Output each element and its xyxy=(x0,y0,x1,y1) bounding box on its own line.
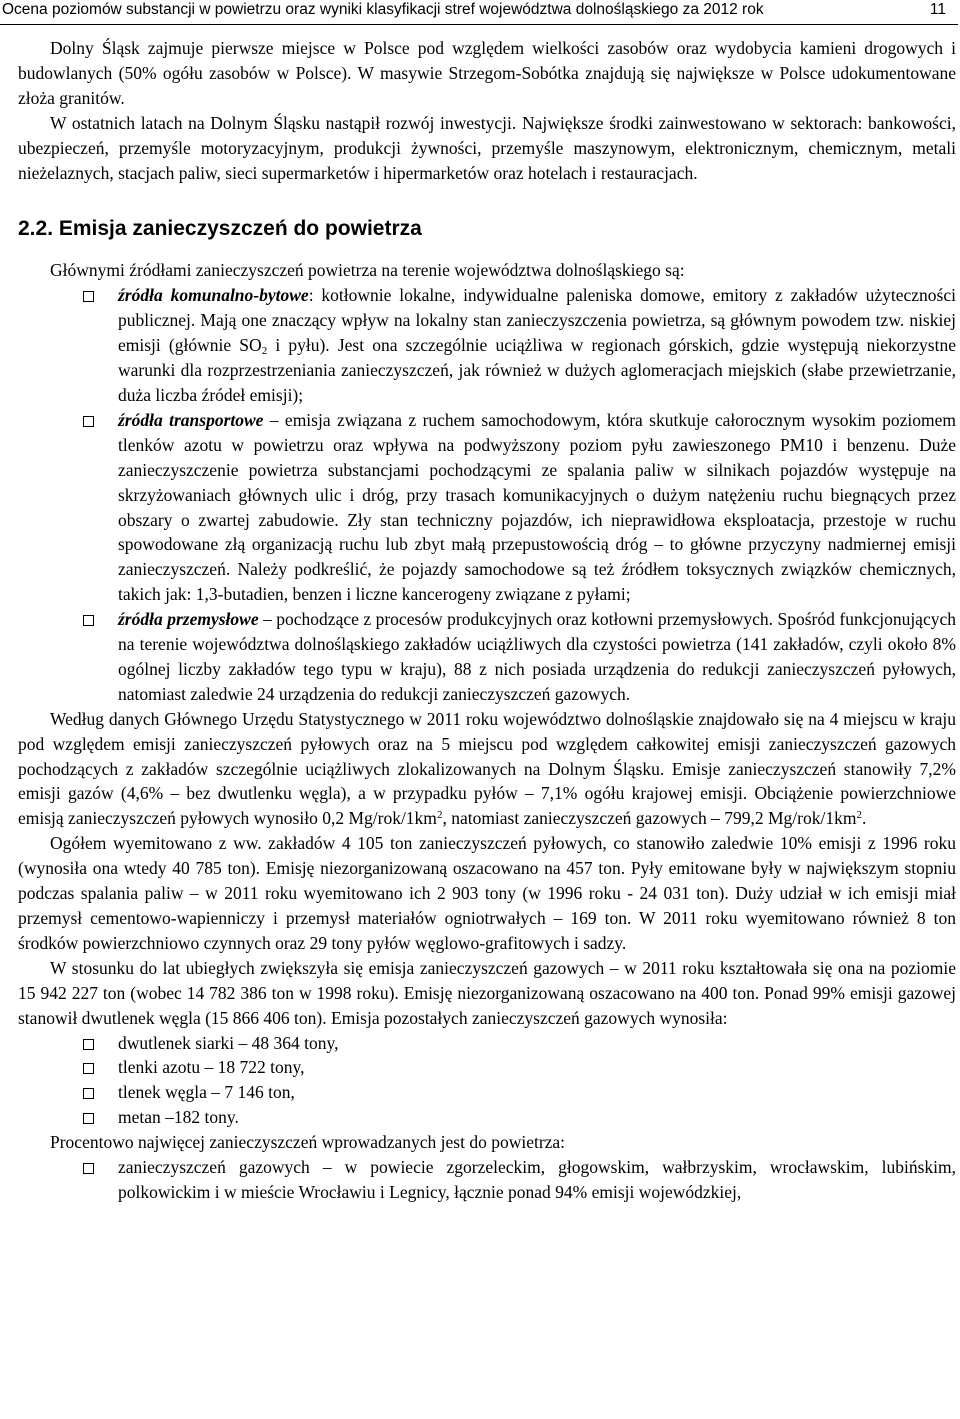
sources-lead: Głównymi źródłami zanieczyszczeń powietrza na terenie województwa dolnośląskiego są: xyxy=(50,260,685,281)
checkbox-bullet-icon xyxy=(83,1088,94,1099)
section-heading: 2.2. Emisja zanieczyszczeń do powietrza xyxy=(18,217,422,241)
checkbox-bullet-icon xyxy=(83,291,94,302)
list-item xyxy=(18,1080,956,1105)
source-text: – pochodzące z procesów produkcyjnych oraz kotłowni przemysłowych. Spośród funkcjonujących na terenie województwa dolnośląskiego zakładów uciążliwych dla czystości powietrza (141 zakładów, czyli około 8% ogólnej liczby zakładów tego typu w kraju), 88 z nich posiada urządzenia do redukcji zanieczyszczeń pyłowych, natomiast zaledwie 24 urządzenia do redukcji zanieczyszczeń gazowych. xyxy=(118,609,956,704)
subscript: 2 xyxy=(261,345,268,358)
list-item xyxy=(18,1055,956,1080)
list-item-text: tlenek węgla – 7 146 ton, xyxy=(118,1082,295,1103)
checkbox-bullet-icon xyxy=(83,1063,94,1074)
source-text: – emisja związana z ruchem samochodowym, która skutkuje całorocznym wysokim poziomem tlenków azotu w powietrzu oraz wpływa na podwyższony poziom pyłu zawieszonego PM10 i benzenu. Duże zanieczyszczenie powietrza substancjami pochodzącymi ze spalania paliw w silnikach pojazdów występuje na skrzyżowaniach głównych ulic i dróg, przy trasach komunikacyjnych o dużym natężeniu ruchu biegnących przez obszary o zwartej zabudowie. Zły stan techniczny pojazdów, ich nieprawidłowa eksploatacja, przestoje w ruchu spowodowane złą organizacją ruchu lub zbyt małą przepustowością dróg – to główne przyczyny nadmiernej emisji zanieczyszczeń. Należy podkreślić, że pojazdy samochodowe są też źródłem toksycznych związków chemicznych, takich jak: 1,3-butadien, benzen i liczne kancerogeny związane z pyłami; xyxy=(118,409,957,605)
checkbox-bullet-icon xyxy=(83,1039,94,1050)
percent-list xyxy=(18,1155,956,1205)
gus-text: . xyxy=(861,808,867,829)
gas-list xyxy=(18,1031,956,1131)
source-term: źródła komunalno-bytowe xyxy=(118,285,309,306)
list-item xyxy=(18,283,956,408)
percent-lead: Procentowo najwięcej zanieczyszczeń wprowadzanych jest do powietrza: xyxy=(50,1132,566,1153)
checkbox-bullet-icon xyxy=(83,1113,94,1124)
source-term: źródła przemysłowe xyxy=(118,609,259,630)
list-item xyxy=(18,1105,956,1130)
list-item-text: dwutlenek siarki – 48 364 tony, xyxy=(118,1032,339,1053)
list-item-text: tlenki azotu – 18 722 tony, xyxy=(118,1057,305,1078)
list-item-text: zanieczyszczeń gazowych – w powiecie zgorzeleckim, głogowskim, wałbrzyskim, wrocławskim, lubińskim, polkowickim i w mieście Wrocławiu i Legnicy, łącznie ponad 94% emisji wojewódzkiej, xyxy=(118,1157,956,1202)
gus-text: , natomiast zanieczyszczeń gazowych – 799,2 Mg/rok/1km xyxy=(442,808,857,829)
page-header xyxy=(0,0,958,25)
paragraph-resources: Dolny Śląsk zajmuje pierwsze miejsce w Polsce pod względem wielkości zasobów oraz wydobycia kamieni drogowych i budowlanych (50% ogółu zasobów w Polsce). W masywie Strzegom-Sobótka znajdują się największe w Polsce udokumentowane złoża granitów. xyxy=(18,38,956,108)
sources-list xyxy=(18,283,956,706)
paragraph-investments: W ostatnich latach na Dolnym Śląsku nastąpił rozwój inwestycji. Największe środki zainwestowano w sektorach: bankowości, ubezpieczeń, przemyśle motoryzacyjnym, produkcji żywności, przemyśle maszynowym, elektronicznym, chemicznym, metali nieżelaznych, stacjach paliw, sieci supermarketów i hipermarketów oraz hotelach i restauracjach. xyxy=(18,112,956,183)
source-text: : kotłownie lokalne, indywidualne paleniska domowe, emitory z zakładów użyteczności publicznej. Mają one znaczący wpływ na lokalny stan zanieczyszczenia powietrza, są głównym powodem tzw. niskiej emisji (głównie SO xyxy=(118,285,956,356)
superscript: 2 xyxy=(436,809,443,822)
checkbox-bullet-icon xyxy=(83,615,94,626)
paragraph-dust: Ogółem wyemitowano z ww. zakładów 4 105 ton zanieczyszczeń pyłowych, co stanowiło zaledwie 10% emisji z 1996 roku (wynosiła ona wtedy 40 785 ton). Emisję niezorganizowaną oszacowano na 457 ton. Pyły emitowane były w największym stopniu podczas spalania paliw – w 2011 roku wyemitowano ich 2 903 tony (w 1996 roku - 24 031 ton). Duży udział w ich emisji miał przemysł cementowo-wapienniczy i przemysł materiałów ogniotrwałych – 169 ton. W 2011 roku wyemitowano również 8 ton środków powierzchniowo czynnych oraz 29 tony pyłów węglowo-grafitowych i sadzy. xyxy=(18,833,956,953)
source-text: i pyłu). Jest ona szczególnie uciążliwa w regionach górskich, gdzie występują niekorzystne warunki dla rozprzestrzeniania zanieczyszczeń, jak również w dużych aglomeracjach miejskich (słabe przewietrzanie, duża liczba źródeł emisji); xyxy=(118,335,957,405)
header-title: Ocena poziomów substancji w powietrzu oraz wyniki klasyfikacji stref województwa dolnośląskiego za 2012 rok xyxy=(2,1,764,18)
superscript: 2 xyxy=(856,809,862,822)
list-item-text: metan –182 tony. xyxy=(118,1107,239,1128)
checkbox-bullet-icon xyxy=(83,1163,94,1174)
source-term: źródła transportowe xyxy=(118,409,264,430)
list-item xyxy=(18,607,956,707)
gus-text: Według danych Głównego Urzędu Statystycznego w 2011 roku województwo dolnośląskie znajdowało się na 4 miejscu w kraju pod względem emisji zanieczyszczeń pyłowych oraz na 5 miejscu pod względem całkowitej emisji zanieczyszczeń gazowych pochodzących z zakładów szczególnie uciążliwych zlokalizowanych na Dolnym Śląsku. Emisje zanieczyszczeń stanowiły 7,2% emisji gazów (4,6% – bez dwutlenku węgla), a w przypadku pyłów – 7,1% ogółu krajowej emisji. Obciążenie powierzchniowe emisją zanieczyszczeń pyłowych wynosiło 0,2 Mg/rok/1km xyxy=(18,708,956,829)
list-item xyxy=(18,1155,956,1205)
page-content xyxy=(18,36,956,1205)
page-number: 11 xyxy=(929,1,946,18)
list-item xyxy=(18,1031,956,1056)
paragraph-gus xyxy=(18,707,956,832)
paragraph-gas: W stosunku do lat ubiegłych zwiększyła się emisja zanieczyszczeń gazowych – w 2011 roku kształtowała się ona na poziomie 15 942 227 ton (wobec 14 782 386 ton w 1998 roku). Emisję niezorganizowaną oszacowano na 400 ton. Ponad 99% emisji gazowej stanowił dwutlenek węgla (15 866 406 ton). Emisja pozostałych zanieczyszczeń gazowych wynosiła: xyxy=(18,957,956,1028)
list-item xyxy=(18,408,956,607)
checkbox-bullet-icon xyxy=(83,416,94,427)
